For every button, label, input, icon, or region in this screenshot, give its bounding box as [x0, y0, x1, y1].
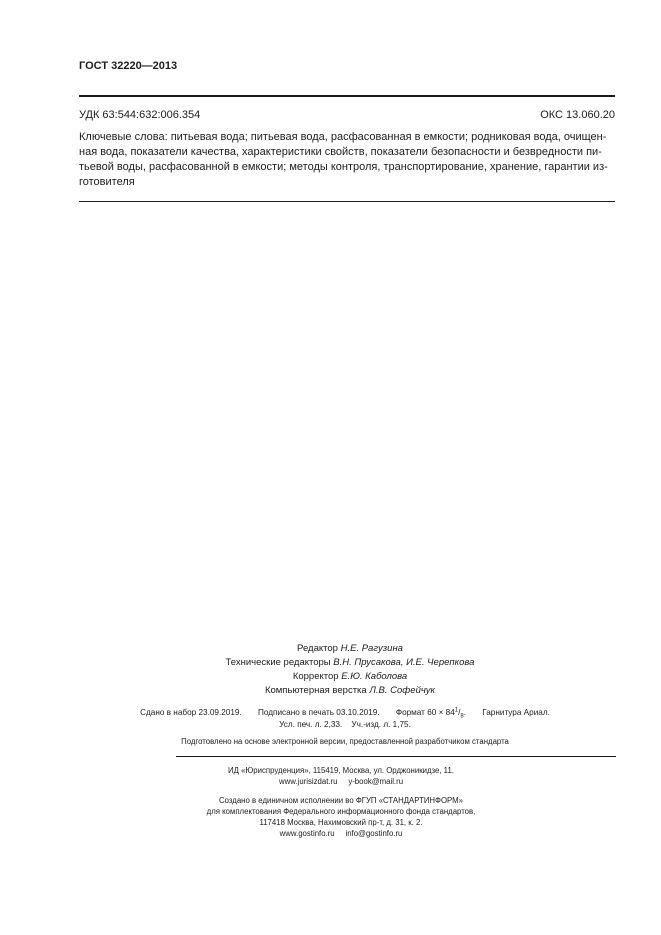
layout-name: Л.В. Софейчук: [369, 685, 436, 696]
print-info: [110, 707, 580, 731]
format-prefix: Формат 60 × 84: [395, 708, 455, 717]
tech-editors-line: [150, 656, 550, 670]
format-numerator: 1: [454, 707, 459, 714]
typeface: Гарнитура Ариал.: [482, 708, 550, 717]
editor-label: Редактор: [297, 643, 338, 654]
udc-code: УДК 63:544:632:006.354: [79, 109, 201, 121]
created-line: для комплектования Федерального информационного фонда стандартов,: [206, 807, 476, 816]
keywords-line: Ключевые слова: питьевая вода; питьевая вода, расфасованная в емкости; родниковая вода, очищен-: [79, 131, 607, 143]
publisher-divider: [176, 756, 616, 757]
print-sheets: Усл. печ. л. 2,33.: [279, 720, 343, 729]
corrector-name: Е.Ю. Каболова: [341, 671, 408, 682]
publisher-sheets: Уч.-изд. л. 1,75.: [351, 720, 411, 729]
top-divider: [79, 95, 615, 97]
corrector-label: Корректор: [292, 671, 339, 682]
standard-number: ГОСТ 32220—2013: [79, 60, 178, 72]
signed-date: Подписано в печать 03.10.2019.: [258, 708, 380, 717]
keywords-line: готовителя: [79, 176, 135, 188]
publisher-site[interactable]: www.jurisizdat.ru: [278, 777, 338, 786]
publisher-block: [176, 765, 506, 787]
format-denominator: 8: [460, 713, 464, 720]
keywords-block: [79, 130, 615, 190]
created-line: Создано в единичном исполнении во ФГУП «СТАНДАРТИНФОРМ»: [219, 796, 463, 805]
credits-block: [150, 642, 550, 698]
tech-editors-label: Технические редакторы: [225, 657, 331, 668]
oks-code: ОКС 13.060.20: [540, 109, 615, 121]
layout-line: [150, 684, 550, 698]
created-block: [176, 795, 506, 839]
editor-name: Н.Е. Рагузина: [340, 643, 403, 654]
keywords-line: ная вода, показатели качества, характеристики свойств, показатели безопасности и безвредности пи-: [79, 146, 602, 158]
created-contacts: [176, 828, 506, 839]
created-line: 117418 Москва, Нахимовский пр-т, д. 31, к. 2.: [259, 818, 423, 827]
corrector-line: [150, 670, 550, 684]
submitted-date: Сдано в набор 23.09.2019.: [140, 708, 242, 717]
print-sheets-line: [110, 719, 580, 731]
publisher-address: ИД «Юриспруденция», 115419, Москва, ул. Орджоникидзе, 11.: [228, 766, 454, 775]
gostinfo-site[interactable]: www.gostinfo.ru: [279, 829, 335, 838]
tech-editors-names: В.Н. Прусакова, И.Е. Черепкова: [333, 657, 475, 668]
editor-line: [150, 642, 550, 656]
format-suffix: .: [463, 708, 466, 717]
prepared-note: Подготовлено на основе электронной версии, предоставленной разработчиком стандарта: [181, 737, 509, 746]
layout-label: Компьютерная верстка: [264, 685, 367, 696]
print-info-line: [110, 707, 580, 719]
publisher-contacts: [176, 776, 506, 787]
keywords-line: тьевой воды, расфасованной в емкости; методы контроля, транспортирование, хранение, гарантии из-: [79, 161, 608, 173]
gostinfo-email[interactable]: info@gostinfo.ru: [345, 829, 403, 838]
keywords-divider: [79, 201, 615, 202]
paper-format: Формат $60 \times 84^1/_8$.: [395, 707, 466, 720]
publisher-email[interactable]: y-book@mail.ru: [348, 777, 404, 786]
